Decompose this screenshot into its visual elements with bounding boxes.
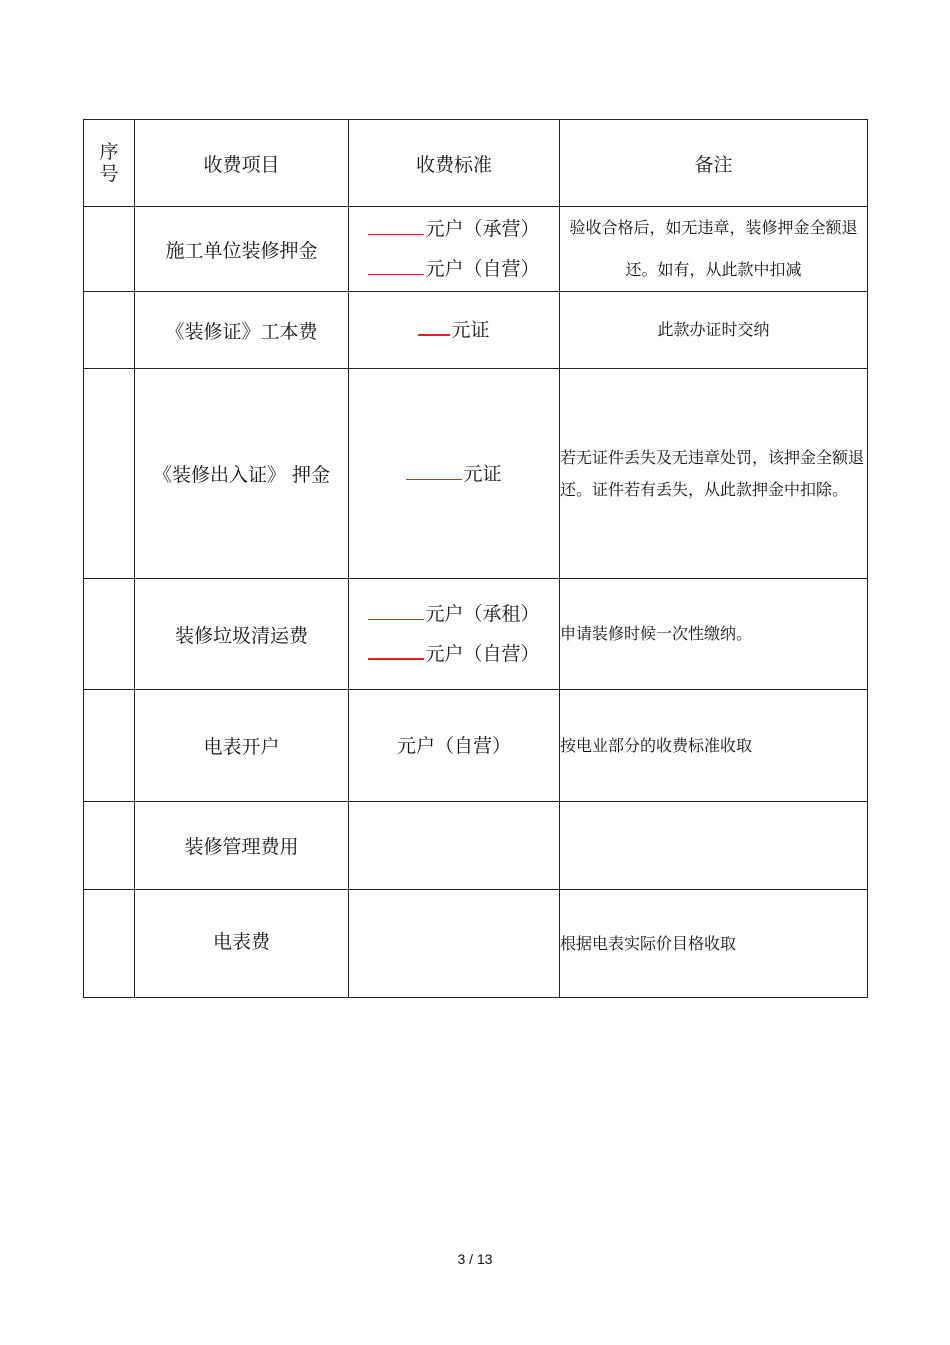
standard-text: 元户（承租）: [425, 603, 540, 625]
item-cell: 装修垃圾清运费: [135, 579, 349, 690]
item-cell: 《装修出入证》 押金: [135, 369, 349, 579]
table-row: [84, 802, 868, 890]
fill-blank: [368, 233, 424, 235]
table-row: [84, 690, 868, 802]
seq-cell: [84, 207, 135, 292]
note-cell: 申请装修时候一次性缴纳。: [560, 579, 868, 690]
header-item: 收费项目: [135, 120, 349, 207]
note-cell: 若无证件丢失及无违章处罚，该押金全额退还。证件若有丢失，从此款押金中扣除。: [560, 369, 868, 579]
fee-table: [83, 119, 868, 998]
table-row: [84, 207, 868, 292]
table-header-row: [84, 120, 868, 207]
note-cell: 按电业部分的收费标准收取: [560, 690, 868, 802]
seq-cell: [84, 690, 135, 802]
standard-line: [349, 310, 559, 350]
table-row: [84, 890, 868, 998]
item-cell: 电表费: [135, 890, 349, 998]
seq-cell: [84, 292, 135, 369]
standard-line: [349, 594, 559, 634]
standard-line: 元户（自营）: [396, 734, 511, 757]
fill-blank: [368, 618, 424, 620]
note-cell: 此款办证时交纳: [560, 292, 868, 369]
page-number: 3 / 13: [457, 1251, 493, 1267]
standard-cell: [349, 292, 560, 369]
standard-text: 元证: [451, 319, 490, 341]
standard-cell: [349, 890, 560, 998]
standard-text: 元户（承营）: [425, 218, 540, 240]
standard-cell: [349, 207, 560, 292]
standard-line: [349, 634, 559, 674]
standard-text: 元证: [463, 462, 502, 485]
standard-cell: [349, 579, 560, 690]
header-seq: 序号: [84, 120, 135, 207]
standard-text: 元户（自营）: [425, 643, 540, 665]
note-cell: 根据电表实际价目格收取: [560, 890, 868, 998]
standard-cell: [349, 802, 560, 890]
standard-cell: [349, 690, 560, 802]
item-cell: 装修管理费用: [135, 802, 349, 890]
header-note: 备注: [560, 120, 868, 207]
standard-text: 元户（自营）: [425, 258, 540, 280]
standard-line: [349, 454, 559, 494]
fill-blank: [368, 273, 424, 275]
fill-blank: [368, 657, 424, 660]
header-standard: 收费标准: [349, 120, 560, 207]
table-row: [84, 579, 868, 690]
seq-cell: [84, 890, 135, 998]
standard-line: [349, 209, 559, 249]
note-cell: 验收合格后，如无违章，装修押金全额退还。如有，从此款中扣减: [560, 207, 868, 292]
seq-cell: [84, 369, 135, 579]
table-row: [84, 369, 868, 579]
note-cell: [560, 802, 868, 890]
standard-cell: [349, 369, 560, 579]
item-cell: 电表开户: [135, 690, 349, 802]
fill-blank: [406, 478, 462, 480]
table-row: [84, 292, 868, 369]
seq-cell: [84, 802, 135, 890]
item-cell: 施工单位装修押金: [135, 207, 349, 292]
fill-blank: [418, 333, 450, 336]
seq-cell: [84, 579, 135, 690]
item-cell: 《装修证》工本费: [135, 292, 349, 369]
standard-line: [349, 249, 559, 289]
